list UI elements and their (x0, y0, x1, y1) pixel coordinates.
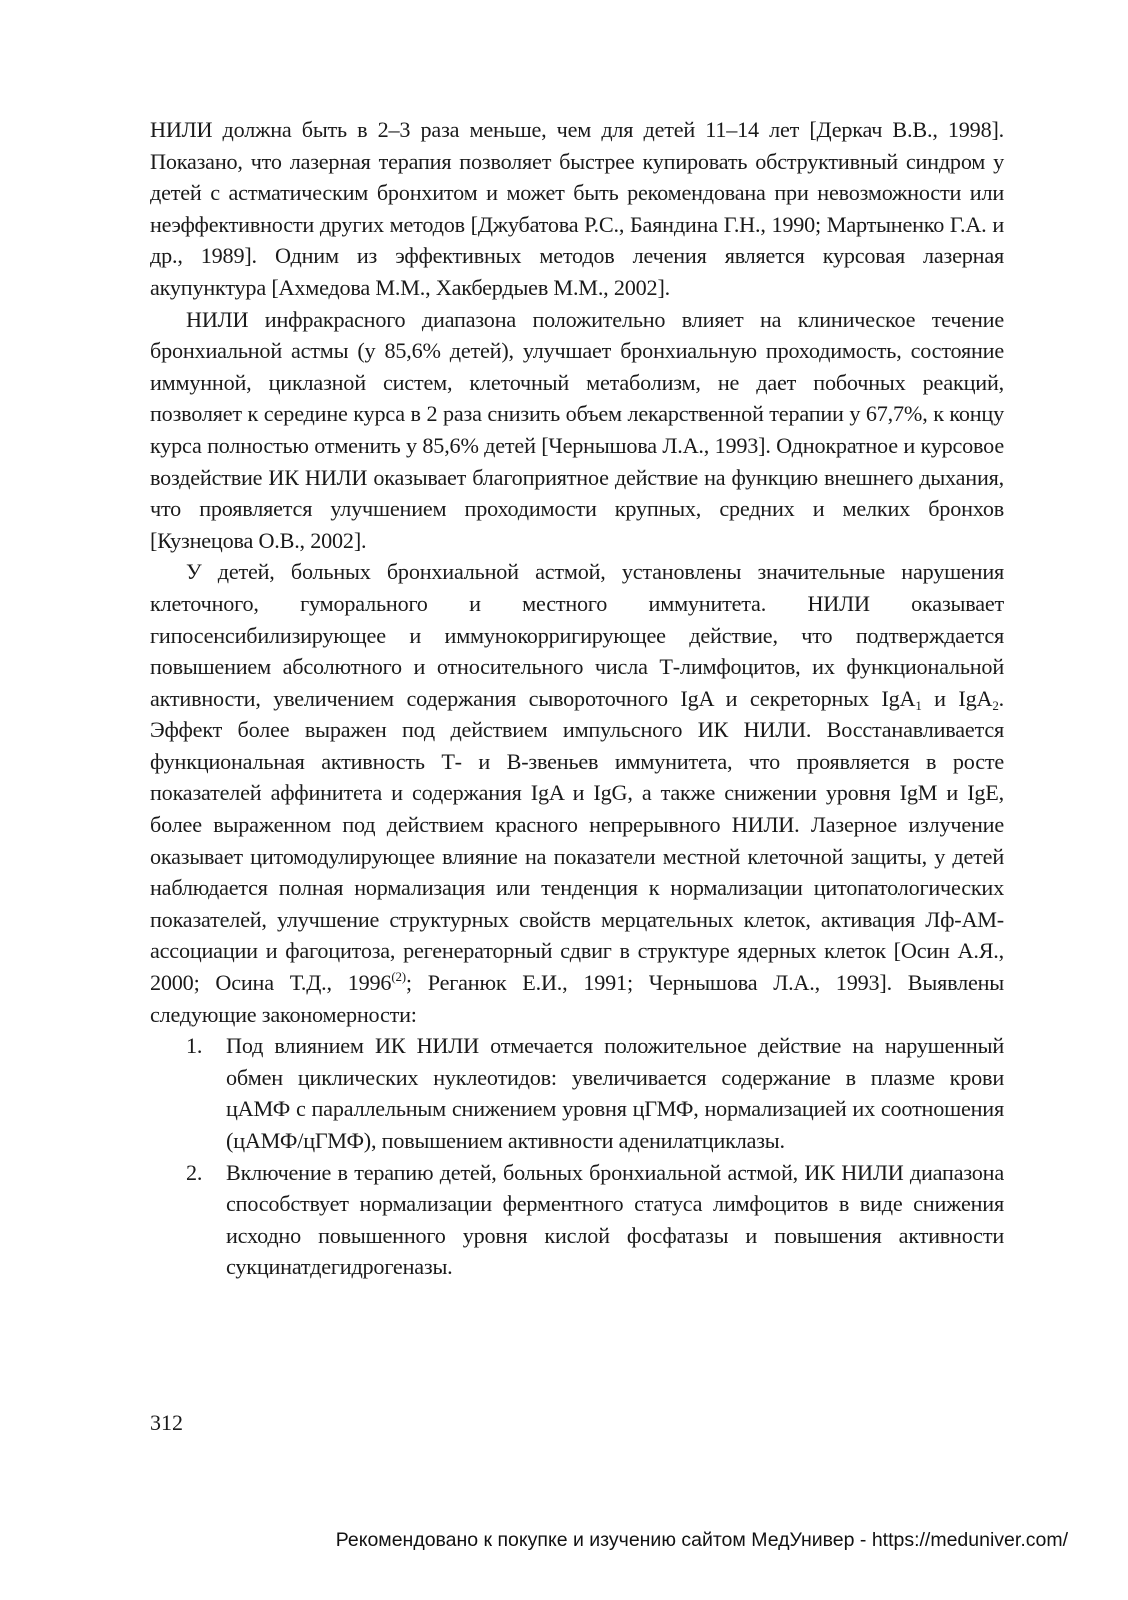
superscript-reference: (2) (391, 969, 406, 985)
document-body (150, 114, 1004, 1283)
list-item-number: 1. (186, 1033, 203, 1059)
paragraph-3-text-3: . Эффект более выражен под действием импульсного ИК НИЛИ. Восстанавливается функциональная активность Т- и В-звеньев иммунитета, что проявляется в росте показателей аффинитета и содержания IgA и IgG, а также снижении уровня IgM и IgE, более выраженном под действием красного непрерывного НИЛИ. Лазерное излучение оказывает цитомодулирующее влияние на показатели местной клеточной защиты, у детей наблюдается полная нормализация или тенденция к нормализации цитопатологических показателей, улучшение структурных свойств мерцательных клеток, активация Лф-АМ-ассоциации и фагоцитоза, регенераторный сдвиг в структуре ядерных клеток [Осин А.Я., 2000; Осина Т.Д., 1996 (150, 685, 1004, 996)
list-item-text: Под влиянием ИК НИЛИ отмечается положительное действие на нарушенный обмен циклических нуклеотидов: увеличивается содержание в плазме крови цАМФ с параллельным снижением уровня цГМФ, нормализацией их соотношения (цАМФ/цГМФ), повышением активности аденилатциклазы. (226, 1033, 1004, 1153)
list-item (150, 1030, 1004, 1156)
paragraph-3 (150, 556, 1004, 1030)
footer-watermark-text: Рекомендовано к покупке и изучению сайтом МедУнивер - https://meduniver.com/ (335, 1529, 1068, 1551)
list-item (150, 1157, 1004, 1283)
subscript-1: 1 (915, 697, 922, 713)
paragraph-3-text-1: У детей, больных бронхиальной астмой, установлены значительные нарушения клеточного, гуморального и местного иммунитета. НИЛИ оказывает гипосенсибилизирующее и иммунокорригирующее действие, что подтверждается повышением абсолютного и относительного числа Т-лимфоцитов, их функциональной активности, увеличением содержания сывороточного IgA и секреторных IgA (150, 559, 1004, 711)
paragraph-2: НИЛИ инфракрасного диапазона положительно влияет на клиническое течение бронхиальной астмы (у 85,6% детей), улучшает бронхиальную проходимость, состояние иммунной, циклазной систем, клеточный метаболизм, не дает побочных реакций, позволяет к середине курса в 2 раза снизить объем лекарственной терапии у 67,7%, к концу курса полностью отменить у 85,6% детей [Чернышова Л.А., 1993]. Однократное и курсовое воздействие ИК НИЛИ оказывает благоприятное действие на функцию внешнего дыхания, что проявляется улучшением проходимости крупных, средних и мелких бронхов [Кузнецова О.В., 2002]. (150, 306, 1004, 553)
numbered-list (150, 1030, 1004, 1283)
list-item-number: 2. (186, 1159, 203, 1185)
list-item-text: Включение в терапию детей, больных бронхиальной астмой, ИК НИЛИ диапазона способствует нормализации ферментного статуса лимфоцитов в виде снижения исходно повышенного уровня кислой фосфатазы и повышения активности сукцинатдегидрогеназы. (226, 1159, 1004, 1280)
paragraph-3-text-4: ; Реганюк Е.И., 1991; Чернышова Л.А., 1993]. Выявлены следующие закономерности: (150, 970, 1004, 1027)
paragraph-1: НИЛИ должна быть в 2–3 раза меньше, чем для детей 11–14 лет [Деркач В.В., 1998]. Показано, что лазерная терапия позволяет быстрее купировать обструктивный синдром у детей с астматическим бронхитом и может быть рекомендована при невозможности или неэффективности других методов [Джубатова Р.С., Баяндина Г.Н., 1990; Мартыненко Г.А. и др., 1989]. Одним из эффективных методов лечения является курсовая лазерная акупунктура [Ахмедова М.М., Хакбердыев М.М., 2002]. (150, 117, 1004, 300)
subscript-2: 2 (992, 697, 999, 713)
page-number: 312 (150, 1410, 183, 1435)
paragraph-3-text-2: и IgA (921, 685, 993, 711)
